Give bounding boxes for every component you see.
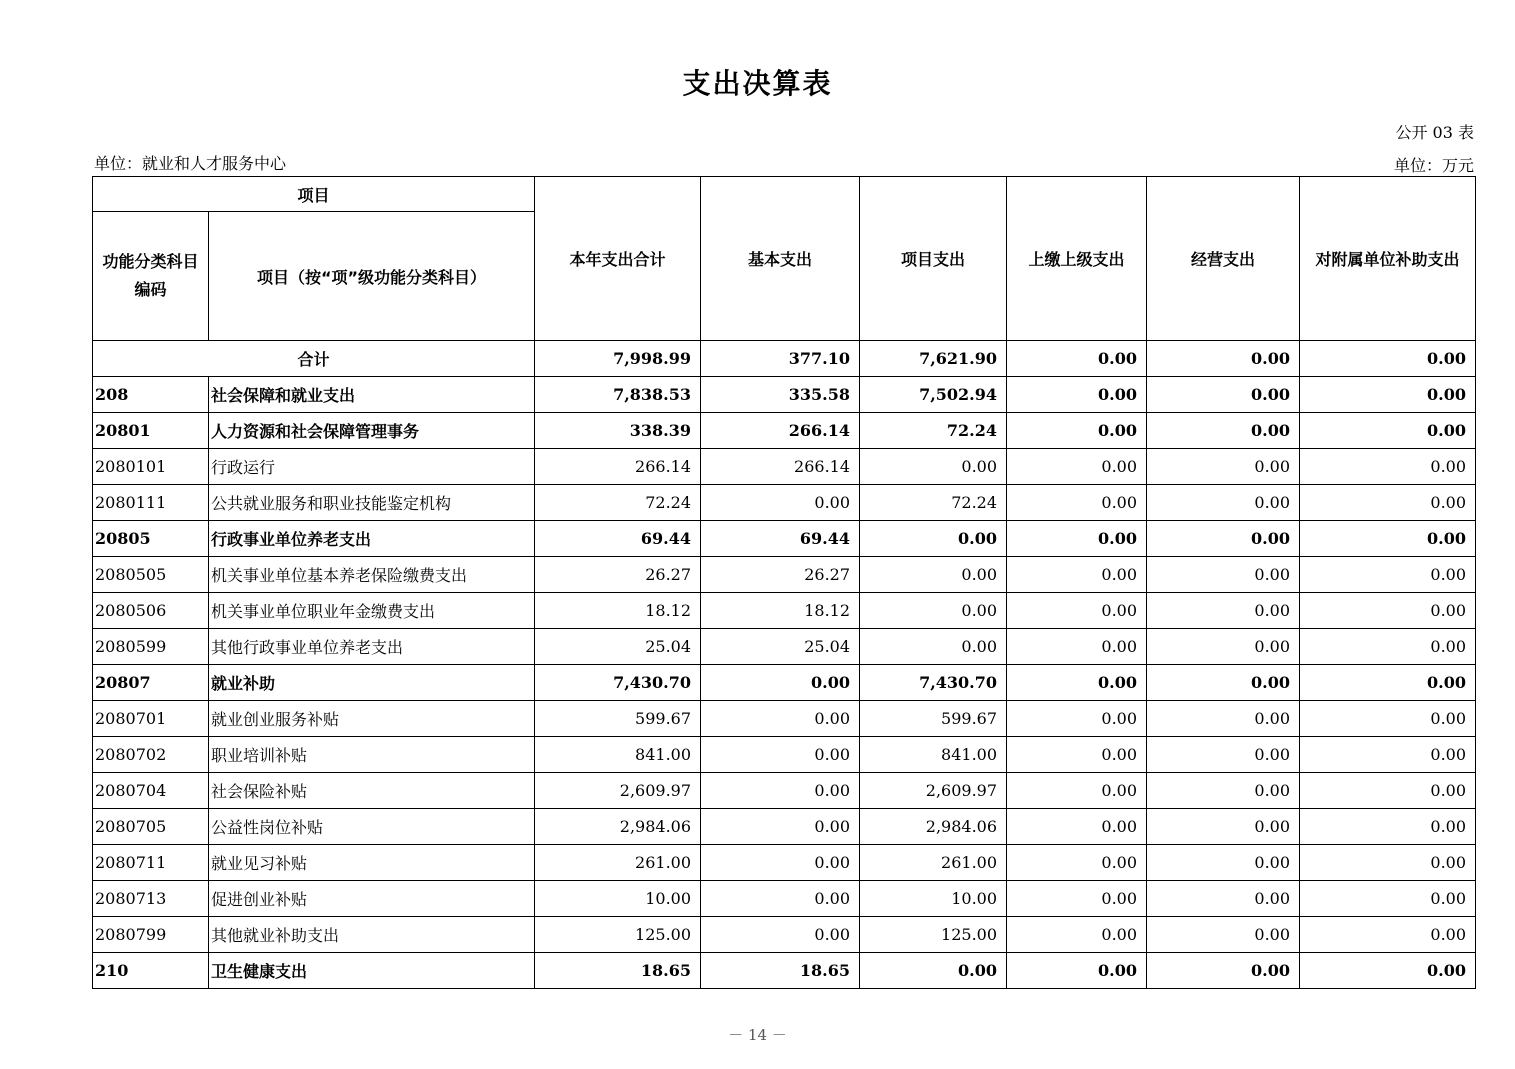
operating-cell: 0.00 bbox=[1147, 881, 1300, 917]
upper-cell: 0.00 bbox=[1007, 845, 1147, 881]
basic-cell: 335.58 bbox=[701, 377, 860, 413]
page-title: 支出决算表 bbox=[682, 67, 833, 100]
table-row bbox=[93, 521, 1476, 557]
subsidy-cell: 0.00 bbox=[1300, 557, 1476, 593]
page-number: － 14 － bbox=[728, 1026, 787, 1044]
project-cell: 841.00 bbox=[860, 737, 1007, 773]
operating-cell: 0.00 bbox=[1147, 773, 1300, 809]
subsidy-cell: 0.00 bbox=[1300, 341, 1476, 377]
subsidy-cell: 0.00 bbox=[1300, 809, 1476, 845]
basic-cell: 0.00 bbox=[701, 845, 860, 881]
upper-cell: 0.00 bbox=[1007, 773, 1147, 809]
project-cell: 0.00 bbox=[860, 449, 1007, 485]
operating-cell: 0.00 bbox=[1147, 917, 1300, 953]
project-cell: 72.24 bbox=[860, 413, 1007, 449]
name-cell: 机关事业单位基本养老保险缴费支出 bbox=[209, 557, 535, 593]
operating-cell: 0.00 bbox=[1147, 521, 1300, 557]
basic-cell: 0.00 bbox=[701, 701, 860, 737]
unit-organization: 单位：就业和人才服务中心 bbox=[94, 154, 287, 173]
upper-cell: 0.00 bbox=[1007, 809, 1147, 845]
total-cell: 18.12 bbox=[535, 593, 701, 629]
basic-cell: 0.00 bbox=[701, 485, 860, 521]
operating-cell: 0.00 bbox=[1147, 953, 1300, 989]
basic-cell: 266.14 bbox=[701, 449, 860, 485]
basic-cell: 69.44 bbox=[701, 521, 860, 557]
upper-cell: 0.00 bbox=[1007, 557, 1147, 593]
total-cell: 2,609.97 bbox=[535, 773, 701, 809]
name-cell: 就业创业服务补贴 bbox=[209, 701, 535, 737]
name-cell: 其他就业补助支出 bbox=[209, 917, 535, 953]
code-cell: 2080701 bbox=[93, 701, 209, 737]
upper-cell: 0.00 bbox=[1007, 665, 1147, 701]
basic-cell: 0.00 bbox=[701, 809, 860, 845]
table-row bbox=[93, 665, 1476, 701]
header-project: 项目 bbox=[93, 177, 535, 212]
name-cell: 促进创业补贴 bbox=[209, 881, 535, 917]
project-cell: 261.00 bbox=[860, 845, 1007, 881]
total-cell: 125.00 bbox=[535, 917, 701, 953]
operating-cell: 0.00 bbox=[1147, 557, 1300, 593]
name-cell: 就业补助 bbox=[209, 665, 535, 701]
name-cell: 社会保险补贴 bbox=[209, 773, 535, 809]
basic-cell: 18.12 bbox=[701, 593, 860, 629]
project-cell: 0.00 bbox=[860, 557, 1007, 593]
code-cell: 2080505 bbox=[93, 557, 209, 593]
code-cell: 20801 bbox=[93, 413, 209, 449]
code-cell: 2080599 bbox=[93, 629, 209, 665]
code-cell: 2080711 bbox=[93, 845, 209, 881]
operating-cell: 0.00 bbox=[1147, 413, 1300, 449]
project-cell: 7,621.90 bbox=[860, 341, 1007, 377]
subsidy-cell: 0.00 bbox=[1300, 449, 1476, 485]
header-code: 功能分类科目编码 bbox=[93, 212, 209, 341]
basic-cell: 0.00 bbox=[701, 737, 860, 773]
total-cell: 266.14 bbox=[535, 449, 701, 485]
name-cell: 其他行政事业单位养老支出 bbox=[209, 629, 535, 665]
project-cell: 0.00 bbox=[860, 521, 1007, 557]
project-cell: 7,502.94 bbox=[860, 377, 1007, 413]
table-row bbox=[93, 629, 1476, 665]
name-cell: 公共就业服务和职业技能鉴定机构 bbox=[209, 485, 535, 521]
upper-cell: 0.00 bbox=[1007, 593, 1147, 629]
table-row bbox=[93, 917, 1476, 953]
subsidy-cell: 0.00 bbox=[1300, 773, 1476, 809]
code-cell: 2080111 bbox=[93, 485, 209, 521]
table-row bbox=[93, 449, 1476, 485]
header-operating: 经营支出 bbox=[1147, 177, 1300, 341]
code-cell: 2080506 bbox=[93, 593, 209, 629]
subsidy-cell: 0.00 bbox=[1300, 737, 1476, 773]
operating-cell: 0.00 bbox=[1147, 341, 1300, 377]
subsidy-cell: 0.00 bbox=[1300, 413, 1476, 449]
operating-cell: 0.00 bbox=[1147, 485, 1300, 521]
name-cell: 职业培训补贴 bbox=[209, 737, 535, 773]
basic-cell: 0.00 bbox=[701, 917, 860, 953]
subsidy-cell: 0.00 bbox=[1300, 593, 1476, 629]
table-row bbox=[93, 953, 1476, 989]
name-cell: 人力资源和社会保障管理事务 bbox=[209, 413, 535, 449]
subsidy-cell: 0.00 bbox=[1300, 845, 1476, 881]
operating-cell: 0.00 bbox=[1147, 593, 1300, 629]
table-row bbox=[93, 593, 1476, 629]
code-cell: 2080705 bbox=[93, 809, 209, 845]
form-number: 公开 03 表 bbox=[1395, 123, 1474, 142]
total-label: 合计 bbox=[93, 341, 535, 377]
upper-cell: 0.00 bbox=[1007, 449, 1147, 485]
upper-cell: 0.00 bbox=[1007, 953, 1147, 989]
operating-cell: 0.00 bbox=[1147, 809, 1300, 845]
subsidy-cell: 0.00 bbox=[1300, 629, 1476, 665]
table-row bbox=[93, 701, 1476, 737]
table-row bbox=[93, 737, 1476, 773]
project-cell: 125.00 bbox=[860, 917, 1007, 953]
upper-cell: 0.00 bbox=[1007, 629, 1147, 665]
table-body bbox=[93, 341, 1476, 989]
subsidy-cell: 0.00 bbox=[1300, 377, 1476, 413]
total-cell: 261.00 bbox=[535, 845, 701, 881]
name-cell: 就业见习补贴 bbox=[209, 845, 535, 881]
project-cell: 2,984.06 bbox=[860, 809, 1007, 845]
table-row bbox=[93, 413, 1476, 449]
subsidy-cell: 0.00 bbox=[1300, 485, 1476, 521]
header-name: 项目（按“项”级功能分类科目） bbox=[209, 212, 535, 341]
total-row bbox=[93, 341, 1476, 377]
total-cell: 26.27 bbox=[535, 557, 701, 593]
name-cell: 机关事业单位职业年金缴费支出 bbox=[209, 593, 535, 629]
operating-cell: 0.00 bbox=[1147, 845, 1300, 881]
total-cell: 2,984.06 bbox=[535, 809, 701, 845]
table-row bbox=[93, 485, 1476, 521]
code-cell: 2080101 bbox=[93, 449, 209, 485]
name-cell: 行政运行 bbox=[209, 449, 535, 485]
project-cell: 0.00 bbox=[860, 593, 1007, 629]
basic-cell: 18.65 bbox=[701, 953, 860, 989]
subsidy-cell: 0.00 bbox=[1300, 917, 1476, 953]
expenditure-table bbox=[92, 176, 1476, 989]
upper-cell: 0.00 bbox=[1007, 701, 1147, 737]
name-cell: 社会保障和就业支出 bbox=[209, 377, 535, 413]
code-cell: 20807 bbox=[93, 665, 209, 701]
upper-cell: 0.00 bbox=[1007, 521, 1147, 557]
table-row bbox=[93, 881, 1476, 917]
project-cell: 7,430.70 bbox=[860, 665, 1007, 701]
total-cell: 7,998.99 bbox=[535, 341, 701, 377]
total-cell: 338.39 bbox=[535, 413, 701, 449]
header-subsidy: 对附属单位补助支出 bbox=[1300, 177, 1476, 341]
total-cell: 18.65 bbox=[535, 953, 701, 989]
upper-cell: 0.00 bbox=[1007, 413, 1147, 449]
table-row bbox=[93, 377, 1476, 413]
code-cell: 2080704 bbox=[93, 773, 209, 809]
upper-cell: 0.00 bbox=[1007, 341, 1147, 377]
unit-currency: 单位：万元 bbox=[1393, 156, 1474, 175]
total-cell: 72.24 bbox=[535, 485, 701, 521]
upper-cell: 0.00 bbox=[1007, 485, 1147, 521]
total-cell: 7,430.70 bbox=[535, 665, 701, 701]
subsidy-cell: 0.00 bbox=[1300, 701, 1476, 737]
header-upper: 上缴上级支出 bbox=[1007, 177, 1147, 341]
subsidy-cell: 0.00 bbox=[1300, 665, 1476, 701]
subsidy-cell: 0.00 bbox=[1300, 881, 1476, 917]
basic-cell: 266.14 bbox=[701, 413, 860, 449]
code-cell: 210 bbox=[93, 953, 209, 989]
name-cell: 公益性岗位补贴 bbox=[209, 809, 535, 845]
operating-cell: 0.00 bbox=[1147, 701, 1300, 737]
operating-cell: 0.00 bbox=[1147, 737, 1300, 773]
project-cell: 0.00 bbox=[860, 629, 1007, 665]
operating-cell: 0.00 bbox=[1147, 377, 1300, 413]
project-cell: 10.00 bbox=[860, 881, 1007, 917]
total-cell: 69.44 bbox=[535, 521, 701, 557]
basic-cell: 25.04 bbox=[701, 629, 860, 665]
total-cell: 599.67 bbox=[535, 701, 701, 737]
name-cell: 卫生健康支出 bbox=[209, 953, 535, 989]
upper-cell: 0.00 bbox=[1007, 917, 1147, 953]
header-project-expenditure: 项目支出 bbox=[860, 177, 1007, 341]
total-cell: 7,838.53 bbox=[535, 377, 701, 413]
total-cell: 10.00 bbox=[535, 881, 701, 917]
subsidy-cell: 0.00 bbox=[1300, 521, 1476, 557]
total-cell: 25.04 bbox=[535, 629, 701, 665]
project-cell: 0.00 bbox=[860, 953, 1007, 989]
name-cell: 行政事业单位养老支出 bbox=[209, 521, 535, 557]
project-cell: 2,609.97 bbox=[860, 773, 1007, 809]
operating-cell: 0.00 bbox=[1147, 449, 1300, 485]
basic-cell: 0.00 bbox=[701, 665, 860, 701]
total-cell: 841.00 bbox=[535, 737, 701, 773]
table-row bbox=[93, 809, 1476, 845]
table-row bbox=[93, 773, 1476, 809]
subsidy-cell: 0.00 bbox=[1300, 953, 1476, 989]
project-cell: 72.24 bbox=[860, 485, 1007, 521]
basic-cell: 0.00 bbox=[701, 881, 860, 917]
table-row bbox=[93, 845, 1476, 881]
operating-cell: 0.00 bbox=[1147, 629, 1300, 665]
basic-cell: 377.10 bbox=[701, 341, 860, 377]
upper-cell: 0.00 bbox=[1007, 881, 1147, 917]
code-cell: 20805 bbox=[93, 521, 209, 557]
upper-cell: 0.00 bbox=[1007, 377, 1147, 413]
code-cell: 2080702 bbox=[93, 737, 209, 773]
basic-cell: 0.00 bbox=[701, 773, 860, 809]
code-cell: 208 bbox=[93, 377, 209, 413]
code-cell: 2080713 bbox=[93, 881, 209, 917]
header-total: 本年支出合计 bbox=[535, 177, 701, 341]
table-row bbox=[93, 557, 1476, 593]
header-basic: 基本支出 bbox=[701, 177, 860, 341]
operating-cell: 0.00 bbox=[1147, 665, 1300, 701]
basic-cell: 26.27 bbox=[701, 557, 860, 593]
code-cell: 2080799 bbox=[93, 917, 209, 953]
upper-cell: 0.00 bbox=[1007, 737, 1147, 773]
project-cell: 599.67 bbox=[860, 701, 1007, 737]
